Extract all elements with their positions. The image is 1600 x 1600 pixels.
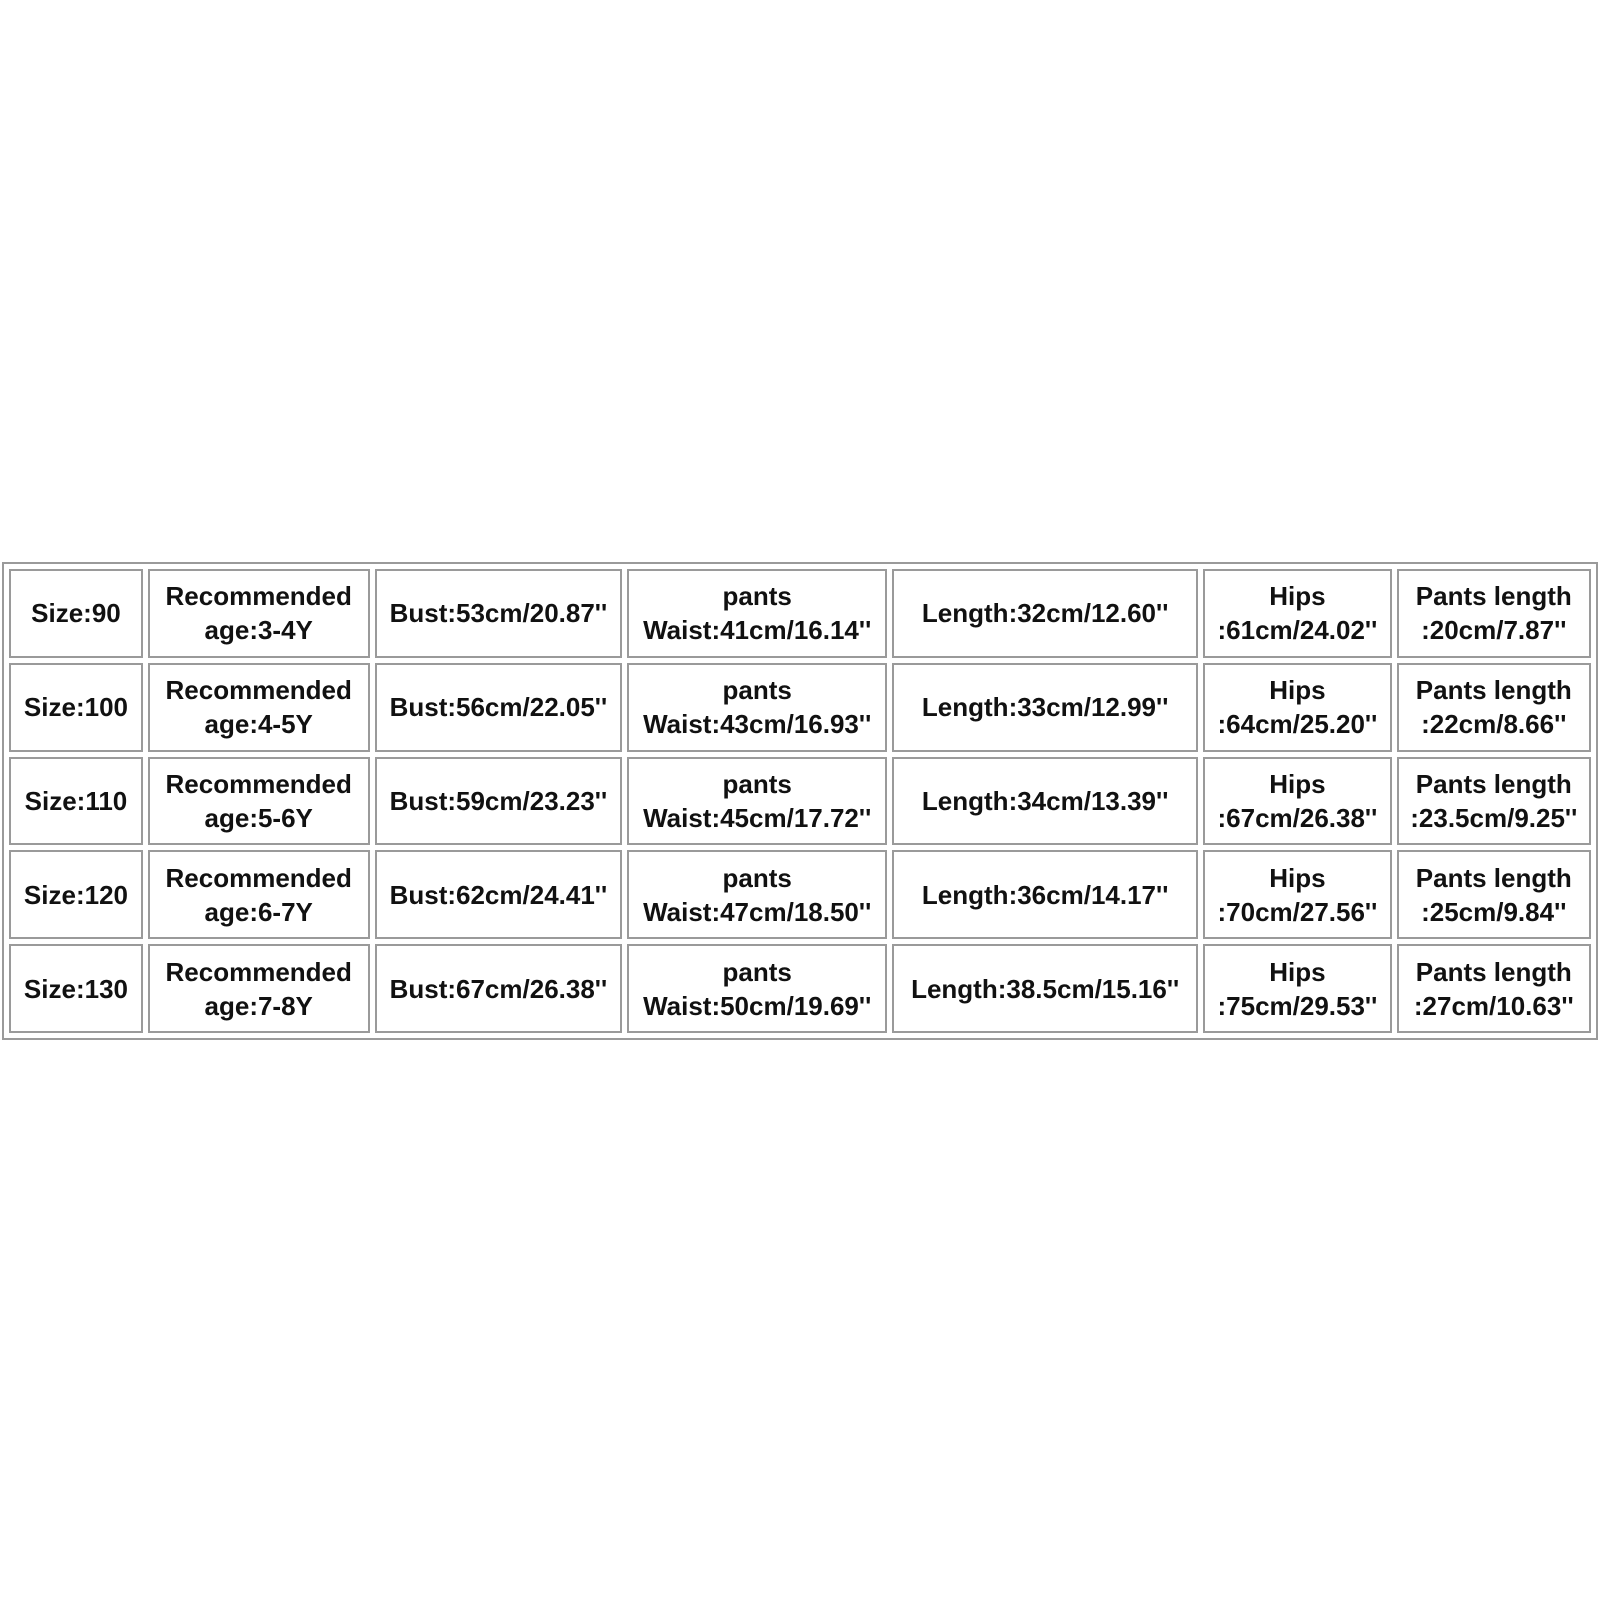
hips-cell: Hips :70cm/27.56''	[1203, 850, 1391, 939]
hips-cell: Hips :64cm/25.20''	[1203, 663, 1391, 752]
size-cell: Size:130	[9, 944, 143, 1033]
length-cell: Length:32cm/12.60''	[892, 569, 1198, 658]
hips-cell: Hips :75cm/29.53''	[1203, 944, 1391, 1033]
bust-cell: Bust:62cm/24.41''	[375, 850, 623, 939]
size-row-100	[9, 663, 1591, 752]
size-cell: Size:90	[9, 569, 143, 658]
size-cell: Size:110	[9, 757, 143, 846]
recommended-age-cell: Recommended age:3-4Y	[148, 569, 370, 658]
hips-cell: Hips :61cm/24.02''	[1203, 569, 1391, 658]
pants-waist-cell: pants Waist:45cm/17.72''	[627, 757, 887, 846]
recommended-age-cell: Recommended age:6-7Y	[148, 850, 370, 939]
pants-length-cell: Pants length :25cm/9.84''	[1397, 850, 1591, 939]
bust-cell: Bust:53cm/20.87''	[375, 569, 623, 658]
pants-waist-cell: pants Waist:41cm/16.14''	[627, 569, 887, 658]
hips-cell: Hips :67cm/26.38''	[1203, 757, 1391, 846]
recommended-age-cell: Recommended age:4-5Y	[148, 663, 370, 752]
size-cell: Size:100	[9, 663, 143, 752]
size-chart-table	[4, 564, 1596, 1038]
bust-cell: Bust:59cm/23.23''	[375, 757, 623, 846]
length-cell: Length:36cm/14.17''	[892, 850, 1198, 939]
pants-length-cell: Pants length :27cm/10.63''	[1397, 944, 1591, 1033]
size-row-110	[9, 757, 1591, 846]
size-chart	[2, 562, 1598, 1040]
length-cell: Length:33cm/12.99''	[892, 663, 1198, 752]
pants-waist-cell: pants Waist:50cm/19.69''	[627, 944, 887, 1033]
length-cell: Length:34cm/13.39''	[892, 757, 1198, 846]
bust-cell: Bust:56cm/22.05''	[375, 663, 623, 752]
recommended-age-cell: Recommended age:5-6Y	[148, 757, 370, 846]
pants-waist-cell: pants Waist:47cm/18.50''	[627, 850, 887, 939]
size-row-120	[9, 850, 1591, 939]
pants-length-cell: Pants length :22cm/8.66''	[1397, 663, 1591, 752]
recommended-age-cell: Recommended age:7-8Y	[148, 944, 370, 1033]
pants-length-cell: Pants length :20cm/7.87''	[1397, 569, 1591, 658]
size-cell: Size:120	[9, 850, 143, 939]
pants-length-cell: Pants length :23.5cm/9.25''	[1397, 757, 1591, 846]
pants-waist-cell: pants Waist:43cm/16.93''	[627, 663, 887, 752]
bust-cell: Bust:67cm/26.38''	[375, 944, 623, 1033]
length-cell: Length:38.5cm/15.16''	[892, 944, 1198, 1033]
size-row-90	[9, 569, 1591, 658]
size-row-130	[9, 944, 1591, 1033]
